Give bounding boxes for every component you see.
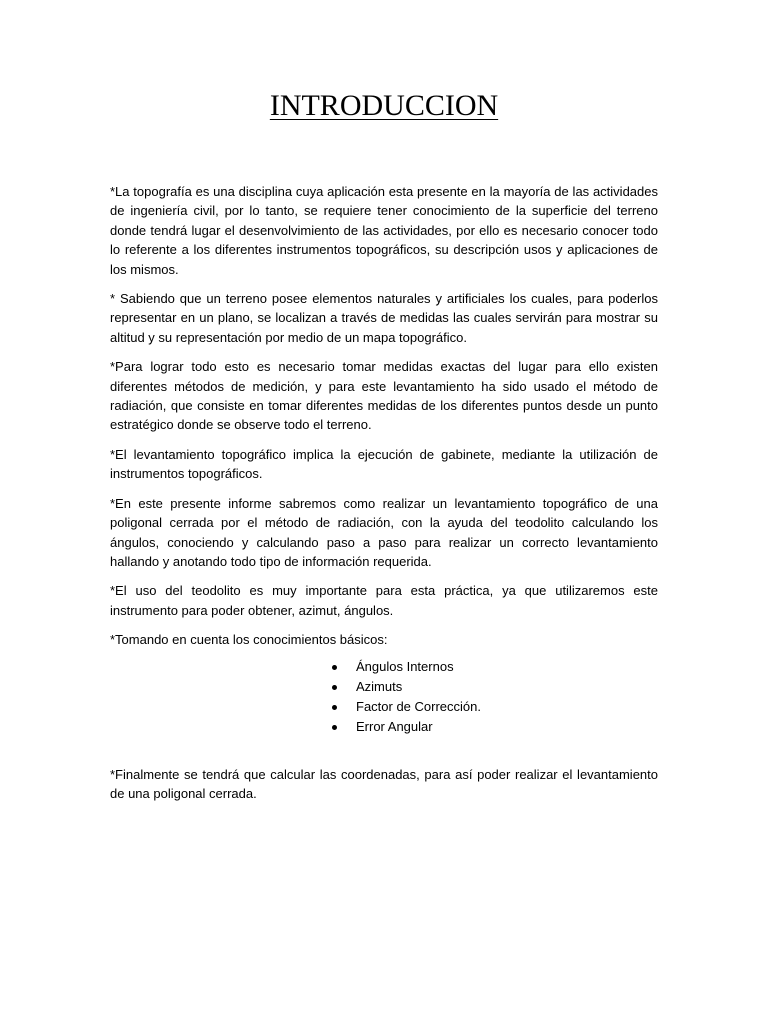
list-item-label: Ángulos Internos xyxy=(356,658,454,674)
document-body xyxy=(110,182,658,813)
list-item xyxy=(330,697,658,717)
list-item xyxy=(330,717,658,737)
list-item xyxy=(330,657,658,677)
list-item-label: Error Angular xyxy=(356,718,433,734)
paragraph-levantamiento: *El levantamiento topográfico implica la ejecución de gabinete, mediante la utilización de instrumentos topográficos. xyxy=(110,446,658,482)
bullet-icon xyxy=(332,725,337,730)
paragraph-medidas: *Para lograr todo esto es necesario tomar medidas exactas del lugar para ello existen diferentes métodos de medición, y para este levantamiento ha sido usado el método de radiación, que consiste en tomar diferentes medidas de los diferentes puntos desde un punto estratégico donde se observe todo el terreno. xyxy=(110,359,658,433)
bullet-icon xyxy=(332,665,337,670)
bullet-icon xyxy=(332,685,337,690)
document-title: INTRODUCCION xyxy=(269,89,499,122)
paragraph-conocimientos: *Tomando en cuenta los conocimientos básicos: xyxy=(110,632,388,648)
paragraph-final: *Finalmente se tendrá que calcular las coordenadas, para así poder realizar el levantamiento de una poligonal cerrada. xyxy=(110,766,658,801)
list-item-label: Azimuts xyxy=(356,678,403,694)
list-item xyxy=(330,677,658,697)
document-title-wrapper xyxy=(0,86,768,126)
paragraph-teodolito: *El uso del teodolito es muy importante para esta práctica, ya que utilizaremos este instrumento para poder obtener, azimut, ángulos. xyxy=(110,583,658,618)
bullet-icon xyxy=(332,705,337,710)
paragraph-informe: *En este presente informe sabremos como realizar un levantamiento topográfico de una poligonal cerrada por el método de radiación, con la ayuda del teodolito calculando los ángulos, conociendo y calculando paso a paso para realizar un correcto levantamiento hallando y anotando todo tipo de información requerida. xyxy=(110,495,658,569)
paragraph-terreno: * Sabiendo que un terreno posee elementos naturales y artificiales los cuales, para poderlos representar en un plano, se localizan a través de medidas las cuales servirán para mostrar su altitud y su representación por medio de un mapa topográfico. xyxy=(110,291,658,345)
paragraph-topografia: *La topografía es una disciplina cuya aplicación esta presente en la mayoría de las actividades de ingeniería civil, por lo tanto, se requiere tener conocimiento de la superficie del terreno donde tendrá lugar el desenvolvimiento de las actividades, por ello es necesario conocer todo lo referente a los diferentes instrumentos topográficos, su descripción usos y aplicaciones de los mismos. xyxy=(110,184,658,277)
bullet-list xyxy=(110,657,658,737)
list-item-label: Factor de Corrección. xyxy=(356,698,481,714)
